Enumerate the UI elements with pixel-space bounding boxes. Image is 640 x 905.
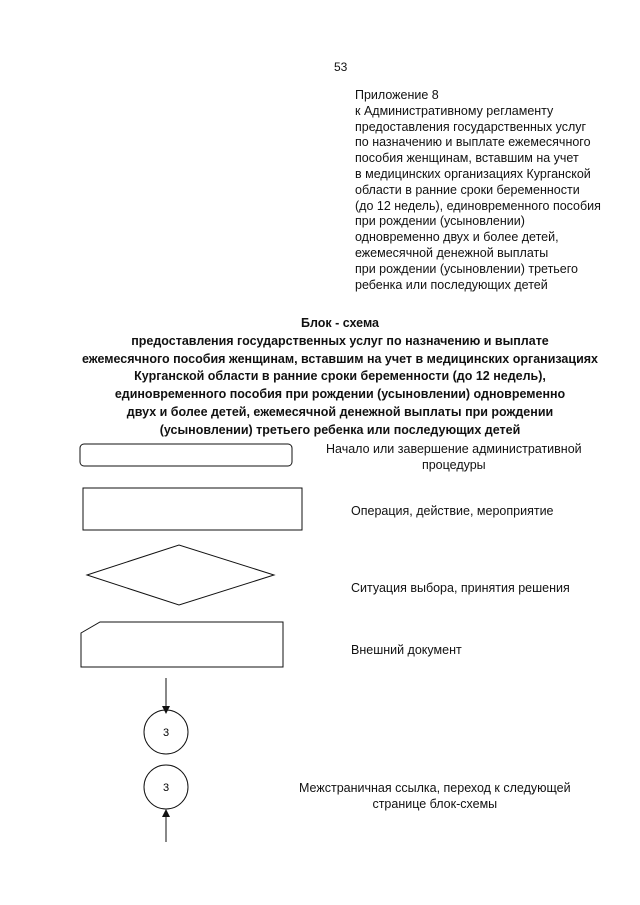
appendix-line: по назначению и выплате ежемесячного <box>355 135 591 150</box>
title-line: предоставления государственных услуг по назначению и выплате <box>131 333 549 348</box>
appendix-line: в медицинских организациях Курганской <box>355 166 591 181</box>
appendix-line: пособия женщинам, вставшим на учет <box>355 151 579 166</box>
decision-shape <box>87 545 274 605</box>
appendix-line: одновременно двух и более детей, <box>355 230 559 245</box>
title-line: ежемесячного пособия женщинам, вставшим на учет в медицинских организациях <box>81 351 598 366</box>
appendix-line: ребенка или последующих детей <box>355 277 548 292</box>
document-description: Внешний документ <box>351 643 462 657</box>
appendix-line: ежемесячной денежной выплаты <box>355 245 549 260</box>
terminator-description-line1: Начало или завершение административной <box>326 442 582 456</box>
appendix-line: при рождении (усыновлении) третьего <box>355 261 578 276</box>
appendix-line: области в ранние сроки беременности <box>355 182 580 197</box>
appendix-line: при рождении (усыновлении) <box>355 214 525 229</box>
appendix-line: Приложение 8 <box>355 88 439 102</box>
process-description: Операция, действие, мероприятие <box>351 504 554 518</box>
connector-description <box>299 780 571 812</box>
connector-circle-out-label: 3 <box>162 781 170 794</box>
terminator-description <box>326 441 582 473</box>
decision-description: Ситуация выбора, принятия решения <box>351 581 570 595</box>
title-line: двух и более детей, ежемесячной денежной выплаты при рождении <box>126 404 554 419</box>
title-line: единовременного пособия при рождении (усыновлении) одновременно <box>114 387 566 402</box>
connector-circle-in-label: 3 <box>162 726 170 739</box>
terminator-description-line2: процедуры <box>421 458 486 472</box>
page-number: 53 <box>334 60 348 74</box>
connector-description-line2: странице блок-схемы <box>372 797 498 811</box>
title-line: (усыновлении) третьего ребенка или последующих детей <box>159 422 521 437</box>
appendix-line: предоставления государственных услуг <box>355 119 587 134</box>
document-shape <box>81 622 283 667</box>
title-line: Курганской области в ранние сроки беременности (до 12 недель), <box>134 369 546 384</box>
title-line: Блок - схема <box>300 316 379 330</box>
appendix-line: к Административному регламенту <box>355 103 554 118</box>
process-shape <box>83 488 302 530</box>
connector-description-line1: Межстраничная ссылка, переход к следующей <box>299 781 571 795</box>
terminator-shape <box>80 444 292 466</box>
appendix-line: (до 12 недель), единовременного пособия <box>355 198 601 213</box>
